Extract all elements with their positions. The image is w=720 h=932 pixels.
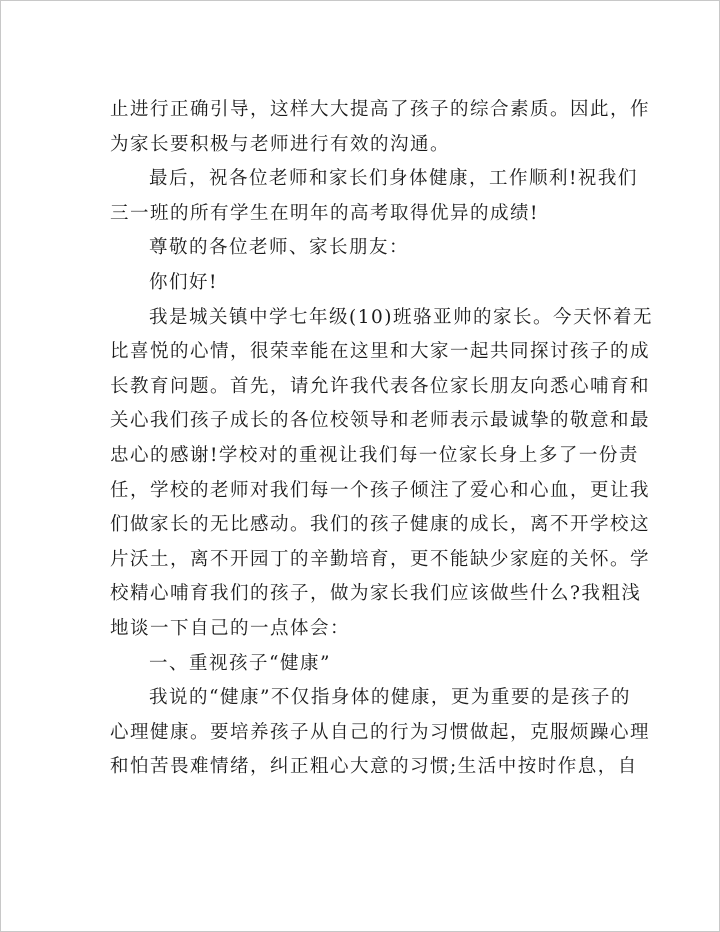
text-line: 心理健康。要培养孩子从自己的行为习惯做起，克服烦躁心理 <box>110 721 651 743</box>
text-line: 们做家长的无比感动。我们的孩子健康的成长，离不开学校这 <box>110 514 651 536</box>
text-line: 我说的“健康”不仅指身体的健康，更为重要的是孩子的 <box>149 687 631 709</box>
text-line: 最后，祝各位老师和家长们身体健康，工作顺利!祝我们 <box>149 168 638 190</box>
text-line: 片沃土，离不开园丁的辛勤培育，更不能缺少家庭的关怀。学 <box>110 548 651 570</box>
text-line: 三一班的所有学生在明年的高考取得优异的成绩! <box>110 202 539 224</box>
text-line: 尊敬的各位老师、家长朋友： <box>149 237 410 259</box>
text-line: 校精心哺育我们的孩子，做为家长我们应该做些什么?我粗浅 <box>110 583 642 605</box>
text-line: 止进行正确引导，这样大大提高了孩子的综合素质。因此，作 <box>110 99 651 120</box>
text-line: 一、重视孩子“健康” <box>149 652 331 674</box>
text-line: 和怕苦畏难情绪，纠正粗心大意的习惯;生活中按时作息，自 <box>110 756 638 778</box>
text-line: 为家长要积极与老师进行有效的沟通。 <box>110 133 451 155</box>
text-line: 你们好! <box>149 271 218 293</box>
text-line: 长教育问题。首先，请允许我代表各位家长朋友向悉心哺育和 <box>110 375 651 397</box>
text-line: 比喜悦的心情，很荣幸能在这里和大家一起共同探讨孩子的成 <box>110 341 651 363</box>
document-body <box>110 93 653 785</box>
text-line: 忠心的感谢!学校对的重视让我们每一位家长身上多了一份责 <box>110 444 639 466</box>
text-line: 地谈一下自己的一点体会： <box>110 617 351 639</box>
text-line: 关心我们孩子成长的各位校领导和老师表示最诚挚的敬意和最 <box>110 410 651 432</box>
text-line: 任，学校的老师对我们每一个孩子倾注了爱心和心血，更让我 <box>110 479 651 501</box>
text-line: 我是城关镇中学七年级(10)班骆亚帅的家长。今天怀着无 <box>149 306 653 328</box>
